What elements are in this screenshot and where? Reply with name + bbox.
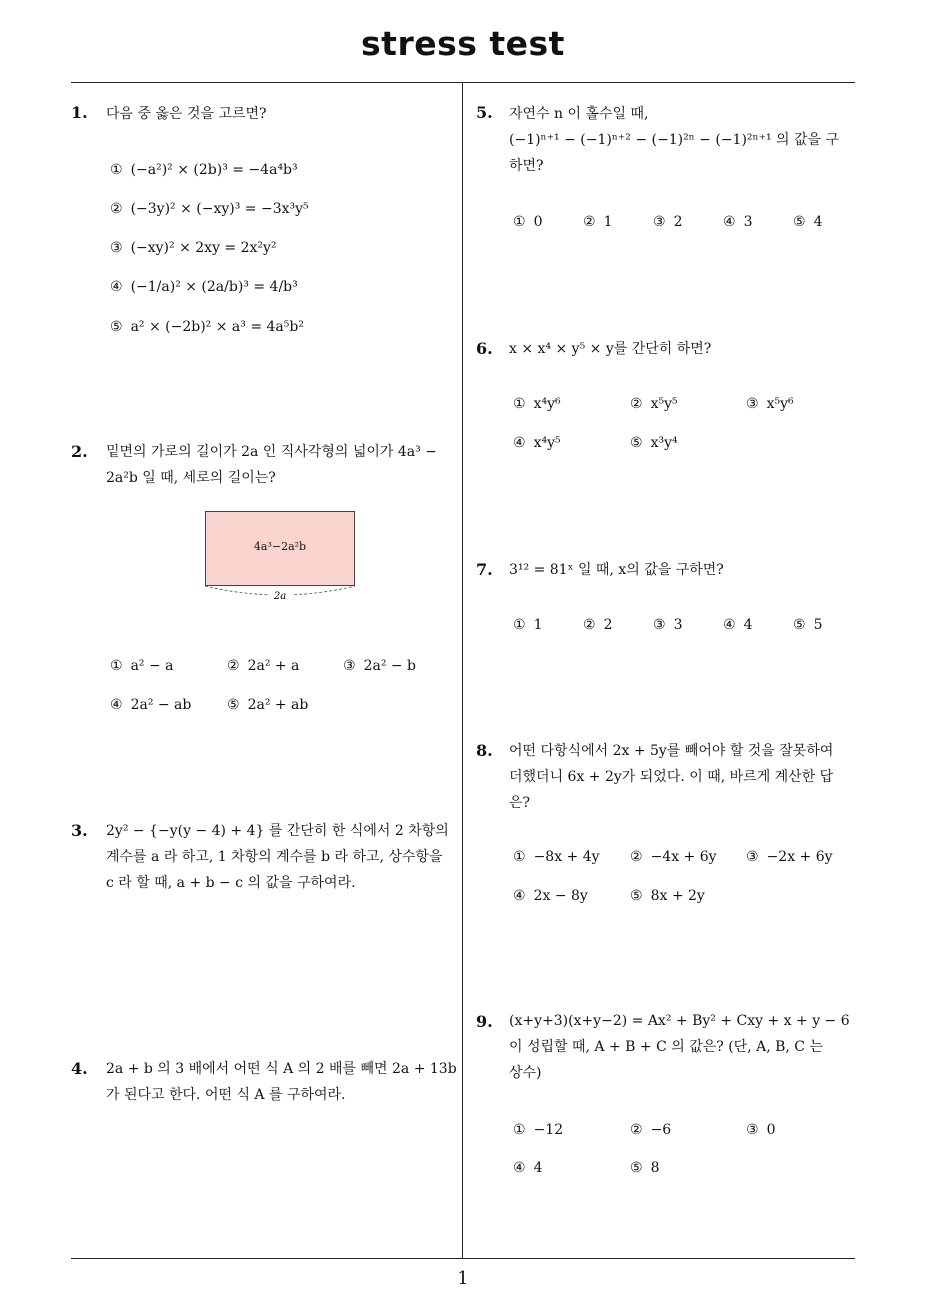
answer-option[interactable] <box>513 435 561 451</box>
question-number: 1. <box>71 103 88 122</box>
option-text: 4 <box>813 214 823 230</box>
option-text: 1 <box>603 214 613 230</box>
option-text: −12 <box>533 1122 564 1138</box>
answer-option[interactable] <box>110 162 298 178</box>
option-text: 0 <box>533 214 543 230</box>
option-text: 8x + 2y <box>650 888 705 904</box>
option-text: 1 <box>533 617 543 633</box>
question-number: 3. <box>71 821 88 840</box>
option-number: ③ <box>653 214 666 230</box>
question-line: 다음 중 옳은 것을 고르면? <box>106 106 267 122</box>
option-number: ⑤ <box>227 697 240 713</box>
question-text <box>509 1008 850 1086</box>
answer-option[interactable] <box>746 849 833 865</box>
option-text: x⁵y⁵ <box>650 396 678 412</box>
option-number: ① <box>513 214 526 230</box>
answer-option[interactable] <box>110 240 277 256</box>
question-number: 8. <box>476 741 493 760</box>
option-number: ① <box>110 162 123 178</box>
option-number: ③ <box>343 658 356 674</box>
question-text <box>509 101 839 179</box>
question-line: (x+y+3)(x+y−2) = Ax² + By² + Cxy + x + y − 6 <box>509 1013 850 1029</box>
question-text <box>106 818 449 896</box>
option-number: ① <box>513 849 526 865</box>
question-text <box>106 439 437 491</box>
option-number: ① <box>513 396 526 412</box>
question-line: 은? <box>509 795 531 811</box>
option-number: ② <box>630 849 643 865</box>
option-number: ④ <box>513 1160 526 1176</box>
option-text: 2x − 8y <box>533 888 588 904</box>
option-number: ⑤ <box>110 319 123 335</box>
answer-option[interactable] <box>513 214 542 230</box>
answer-option[interactable] <box>653 617 682 633</box>
answer-option[interactable] <box>227 658 299 674</box>
answer-option[interactable] <box>513 1160 542 1176</box>
option-text: 2 <box>603 617 613 633</box>
option-text: 2a² + ab <box>247 697 309 713</box>
area-rectangle-figure <box>205 511 355 586</box>
answer-option[interactable] <box>513 849 600 865</box>
question-text <box>106 101 267 127</box>
option-text: 2a² + a <box>247 658 300 674</box>
question-line: 2y² − {−y(y − 4) + 4} 를 간단히 한 식에서 2 차항의 <box>106 823 449 839</box>
question-line: 밑면의 가로의 길이가 2a 인 직사각형의 넓이가 4a³ − <box>106 444 437 460</box>
option-text: 3 <box>673 617 683 633</box>
question-text <box>509 336 711 362</box>
option-text: 2a² − ab <box>130 697 192 713</box>
answer-option[interactable] <box>110 201 309 217</box>
option-number: ⑤ <box>793 214 806 230</box>
option-text: x⁴y⁵ <box>533 435 561 451</box>
option-text: 8 <box>650 1160 660 1176</box>
option-text: −8x + 4y <box>533 849 600 865</box>
answer-option[interactable] <box>583 214 612 230</box>
option-text: 4 <box>743 617 753 633</box>
question-line: 2a²b 일 때, 세로의 길이는? <box>106 470 276 486</box>
answer-option[interactable] <box>723 214 752 230</box>
answer-option[interactable] <box>513 1122 563 1138</box>
option-number: ② <box>583 214 596 230</box>
answer-option[interactable] <box>110 658 174 674</box>
question-line: (−1)ⁿ⁺¹ − (−1)ⁿ⁺² − (−1)²ⁿ − (−1)²ⁿ⁺¹ 의 값을 구 <box>509 132 840 148</box>
question-line: c 라 할 때, a + b − c 의 값을 구하여라. <box>106 875 356 891</box>
header-divider <box>71 82 855 83</box>
question-number: 6. <box>476 339 493 358</box>
option-number: ④ <box>110 697 123 713</box>
option-number: ⑤ <box>630 888 643 904</box>
option-text: (−3y)² × (−xy)³ = −3x³y⁵ <box>130 201 309 217</box>
option-number: ① <box>513 1122 526 1138</box>
option-text: x⁴y⁶ <box>533 396 561 412</box>
option-text: −2x + 6y <box>766 849 833 865</box>
option-number: ② <box>227 658 240 674</box>
option-number: ② <box>630 1122 643 1138</box>
question-number: 5. <box>476 103 493 122</box>
answer-option[interactable] <box>723 617 752 633</box>
answer-option[interactable] <box>343 658 416 674</box>
answer-option[interactable] <box>746 1122 775 1138</box>
option-number: ② <box>110 201 123 217</box>
option-text: (−a²)² × (2b)³ = −4a⁴b³ <box>130 162 298 178</box>
question-line: 3¹² = 81ˣ 일 때, x의 값을 구하면? <box>509 562 724 578</box>
footer-divider <box>71 1258 855 1259</box>
answer-option[interactable] <box>630 435 678 451</box>
question-line: 더했더니 6x + 2y가 되었다. 이 때, 바르게 계산한 답 <box>509 769 834 785</box>
answer-option[interactable] <box>630 1160 659 1176</box>
option-text: (−xy)² × 2xy = 2x²y² <box>130 240 277 256</box>
answer-option[interactable] <box>793 617 822 633</box>
option-text: a² × (−2b)² × a³ = 4a⁵b² <box>130 319 304 335</box>
figure-width-label: 2a <box>273 591 287 602</box>
option-text: 4 <box>533 1160 543 1176</box>
question-line: 가 된다고 한다. 어떤 식 A 를 구하여라. <box>106 1087 346 1103</box>
answer-option[interactable] <box>110 697 191 713</box>
question-line: 2a + b 의 3 배에서 어떤 식 A 의 2 배를 빼면 2a + 13b <box>106 1061 457 1077</box>
question-text <box>106 1056 457 1108</box>
answer-option[interactable] <box>583 617 612 633</box>
option-number: ③ <box>746 396 759 412</box>
question-line: 하면? <box>509 158 544 174</box>
option-text: x⁵y⁶ <box>766 396 794 412</box>
option-text: −6 <box>650 1122 672 1138</box>
option-text: 2 <box>673 214 683 230</box>
answer-option[interactable] <box>793 214 822 230</box>
option-text: (−1/a)² × (2a/b)³ = 4/b³ <box>130 279 298 295</box>
column-divider <box>462 83 463 1258</box>
option-number: ① <box>110 658 123 674</box>
answer-option[interactable] <box>227 697 308 713</box>
answer-option[interactable] <box>513 396 561 412</box>
question-line: 어떤 다항식에서 2x + 5y를 빼어야 할 것을 잘못하여 <box>509 743 834 759</box>
answer-option[interactable] <box>630 396 678 412</box>
page-title: stress test <box>361 24 565 63</box>
option-number: ② <box>630 396 643 412</box>
option-number: ④ <box>513 435 526 451</box>
option-text: x³y⁴ <box>650 435 678 451</box>
option-number: ③ <box>746 849 759 865</box>
question-line: x × x⁴ × y⁵ × y를 간단히 하면? <box>509 341 712 357</box>
figure-area-label: 4a³−2a²b <box>253 540 307 553</box>
option-number: ④ <box>723 214 736 230</box>
answer-option[interactable] <box>513 617 542 633</box>
option-number: ③ <box>746 1122 759 1138</box>
option-number: ⑤ <box>793 617 806 633</box>
option-text: 3 <box>743 214 753 230</box>
option-number: ⑤ <box>630 1160 643 1176</box>
option-number: ④ <box>723 617 736 633</box>
answer-option[interactable] <box>630 1122 671 1138</box>
option-number: ② <box>583 617 596 633</box>
option-number: ③ <box>653 617 666 633</box>
question-line: 자연수 n 이 홀수일 때, <box>509 106 649 122</box>
option-text: 5 <box>813 617 823 633</box>
answer-option[interactable] <box>630 849 717 865</box>
question-number: 2. <box>71 442 88 461</box>
answer-option[interactable] <box>110 319 304 335</box>
option-number: ⑤ <box>630 435 643 451</box>
question-line: 이 성립할 때, A + B + C 의 값은? (단, A, B, C 는 <box>509 1039 823 1055</box>
option-number: ④ <box>513 888 526 904</box>
answer-option[interactable] <box>513 888 588 904</box>
question-text <box>509 557 724 583</box>
answer-option[interactable] <box>746 396 794 412</box>
option-text: 2a² − b <box>363 658 417 674</box>
answer-option[interactable] <box>110 279 298 295</box>
option-text: −4x + 6y <box>650 849 717 865</box>
question-line: 계수를 a 라 하고, 1 차항의 계수를 b 라 하고, 상수항을 <box>106 849 443 865</box>
question-number: 7. <box>476 560 493 579</box>
answer-option[interactable] <box>630 888 705 904</box>
question-number: 9. <box>476 1012 493 1031</box>
answer-option[interactable] <box>653 214 682 230</box>
width-brace <box>200 584 360 604</box>
option-text: 0 <box>766 1122 776 1138</box>
question-text <box>509 738 833 816</box>
option-number: ① <box>513 617 526 633</box>
question-line: 상수) <box>509 1065 542 1081</box>
option-number: ③ <box>110 240 123 256</box>
option-text: a² − a <box>130 658 174 674</box>
page-number: 1 <box>457 1268 469 1289</box>
option-number: ④ <box>110 279 123 295</box>
question-number: 4. <box>71 1059 88 1078</box>
